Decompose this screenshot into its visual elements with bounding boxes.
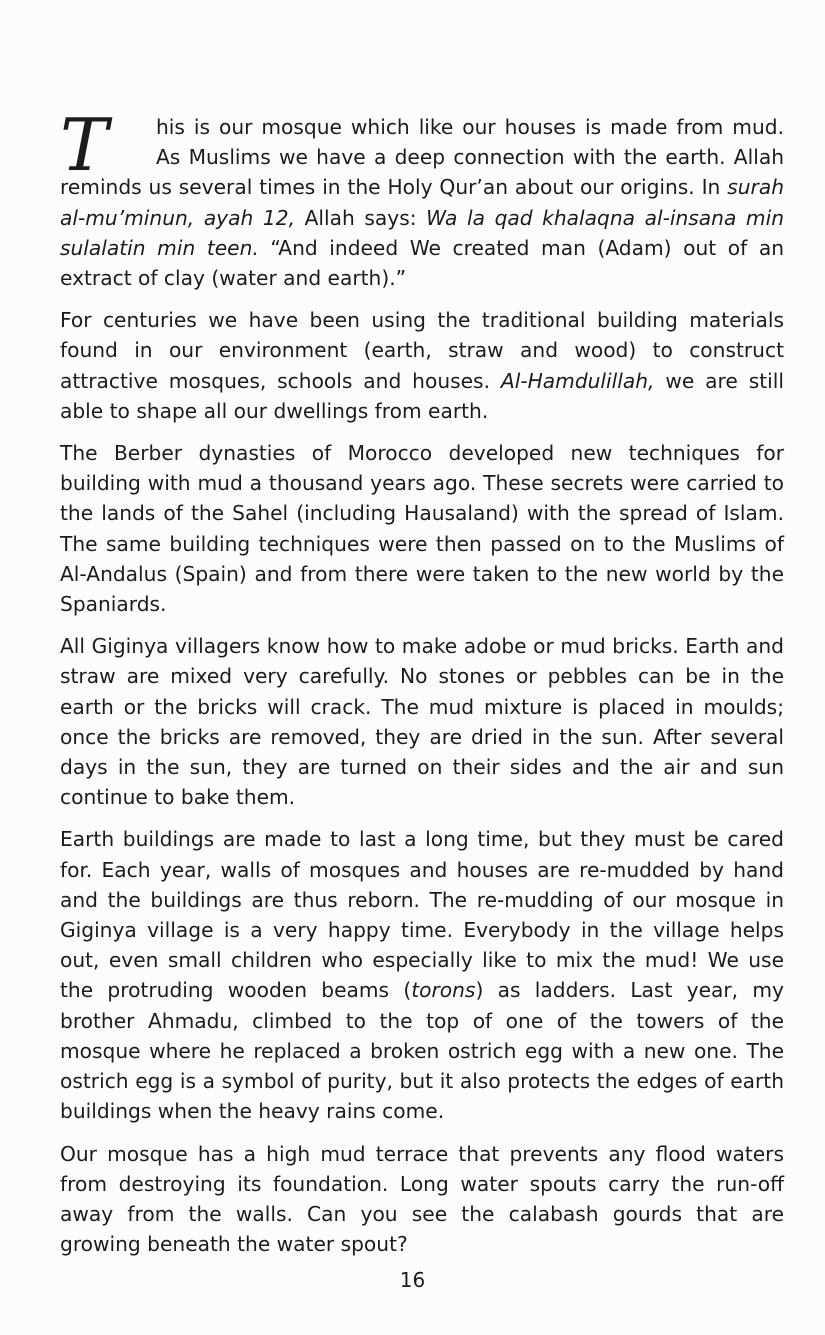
text-run: All Giginya villagers know how to make adobe or mud bricks. Earth and straw are mixed very carefully. No stones or pebbles can be in the earth or the bricks will crack. The mud mixture is placed in moulds; once the bricks are removed, they are dried in the sun. After several days in the sun, they are turned on their sides and the air and sun continue to bake them. [60,634,784,810]
text-run: his is our mosque which like our houses is made from mud. As Muslims we have a deep connection with the earth. Allah reminds us several times in the Holy Qur’an about our origins. In [60,115,784,200]
text-run: ) as ladders. Last year, my brother Ahmadu, climbed to the top of one of the towers of the mosque where he replaced a broken ostrich egg with a new one. The ostrich egg is a symbol of purity, but it also protects the edges of earth buildings when the heavy rains come. [60,978,784,1124]
page-number: 16 [399,1268,426,1292]
italic-run: Al-Hamdulillah, [500,368,655,393]
text-run: Allah says: [295,205,427,230]
italic-run: surah al-mu’minun, ayah 12, [60,175,784,230]
text-run: The Berber dynasties of Morocco developed new techniques for building with mud a thousand years ago. These secrets were carried to the lands of the Sahel (including Hausaland) with the spread of Islam. The same building techniques were then passed on to the Muslims of Al-Andalus (Spain) and from there were taken to the new world by the Spaniards. [60,441,784,617]
body-text [60,103,784,1259]
text-run: “And indeed We created man (Adam) out of an extract of clay (water and earth).” [60,235,784,291]
paragraph [60,438,784,619]
drop-cap: T [60,103,109,187]
paragraph [60,103,784,293]
text-run: we are still able to shape all our dwellings from earth. [60,368,784,423]
text-run: Our mosque has a high mud terrace that prevents any flood waters from destroying its foundation. Long water spouts carry the run-off away from the walls. Can you see the calabash gourds that are growing beneath the water spout? [60,1141,784,1257]
paragraph [60,631,784,812]
text-run: For centuries we have been using the traditional building materials found in our environment (earth, straw and wood) to construct attractive mosques, schools and houses. [60,308,784,393]
paragraph [60,1139,784,1260]
paragraph [60,305,784,426]
paragraph [60,824,784,1126]
text-run: Earth buildings are made to last a long time, but they must be cared for. Each year, walls of mosques and houses are re-mudded by hand and the buildings are thus reborn. The re-mudding of our mosque in Giginya village is a very happy time. Everybody in the village helps out, even small children who especially like to mix the mud! We use the protruding wooden beams ( [60,827,784,1003]
italic-run: torons [411,978,476,1003]
italic-run: Wa la qad khalaqna al-insana min sulalatin min teen. [60,205,784,260]
